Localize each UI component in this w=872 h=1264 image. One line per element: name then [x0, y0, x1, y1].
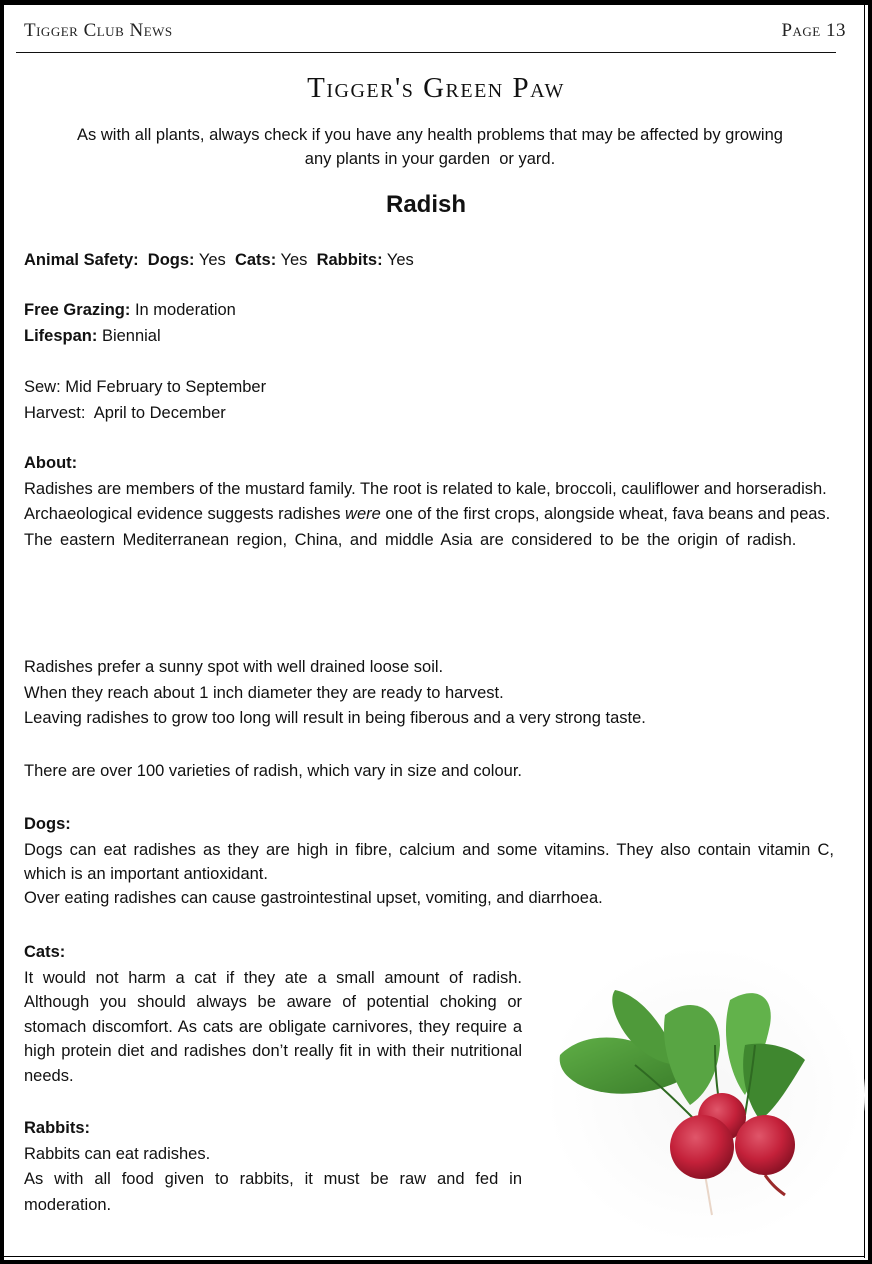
cats-section — [24, 940, 522, 1088]
section-title: Tigger's Green Paw — [307, 72, 565, 104]
lifespan-line — [24, 324, 834, 350]
growing-note-1: Radishes prefer a sunny spot with well drained loose soil. — [24, 658, 444, 676]
free-grazing-value: In moderation — [134, 301, 236, 319]
cats-heading: Cats: — [24, 943, 66, 961]
growing-notes — [24, 655, 834, 732]
free-grazing-label: Free Grazing: — [24, 301, 131, 319]
grazing-lifespan-block — [24, 298, 834, 349]
cats-safety-value: Yes — [280, 251, 308, 269]
animal-safety-line — [24, 248, 834, 274]
harvest-line: Harvest: April to December — [24, 403, 226, 422]
page-border-bottom-inner — [4, 1256, 865, 1257]
dogs-safety-value: Yes — [198, 251, 226, 269]
rabbits-safety-label: Rabbits: — [316, 251, 383, 269]
dogs-paragraph-1: Dogs can eat radishes as they are high in fibre, calcium and some vitamins. They also contain vitamin C, which is an important antioxidant. — [24, 840, 834, 883]
about-p2-text: Archaeological evidence suggests radishes — [24, 505, 346, 523]
radish-bulb-right — [735, 1115, 795, 1175]
radish-bulb-front — [670, 1115, 734, 1179]
header-divider — [16, 52, 836, 53]
intro-disclaimer — [30, 123, 830, 171]
about-paragraph-3: The eastern Mediterranean region, China, and middle Asia are considered to be the origin of radish. — [24, 530, 797, 549]
growing-note-3: Leaving radishes to grow too long will result in being fiberous and a very strong taste. — [24, 709, 646, 727]
sew-line: Sew: Mid February to September — [24, 378, 267, 396]
growing-note-2: When they reach about 1 inch diameter they are ready to harvest. — [24, 683, 504, 702]
page-border-top — [0, 0, 872, 5]
about-p2-emphasis: were — [345, 505, 381, 523]
animal-safety-label: Animal Safety: — [24, 251, 139, 269]
dogs-safety-label: Dogs: — [147, 251, 195, 269]
rabbits-heading: Rabbits: — [24, 1119, 90, 1137]
varieties-text: There are over 100 varieties of radish, which vary in size and colour. — [24, 762, 522, 780]
rabbits-paragraph-2: As with all food given to rabbits, it must be raw and fed in moderation. — [24, 1170, 522, 1214]
page-border-bottom — [0, 1260, 872, 1264]
cats-paragraph: It would not harm a cat if they ate a small amount of radish. Although you should always be aware of potential choking or stomach discomfort. As cats are obligate carnivores, they require a high protein diet and radishes don’t really fit in with their nutritional needs. — [24, 968, 522, 1085]
lifespan-value: Biennial — [101, 326, 161, 345]
photo-background — [545, 945, 865, 1245]
lifespan-label: Lifespan: — [24, 326, 98, 345]
about-section — [24, 451, 834, 553]
varieties-note — [24, 759, 834, 785]
season-block — [24, 375, 834, 426]
running-header — [24, 20, 846, 44]
radish-photo — [540, 935, 870, 1255]
about-p2-text-end: one of the first crops, alongside wheat, fava beans and peas. — [380, 505, 831, 523]
page-border-left — [0, 0, 4, 1264]
dogs-paragraph-2: Over eating radishes can cause gastrointestinal upset, vomiting, and diarrhoea. — [24, 888, 603, 907]
intro-line-2: any plants in your garden or yard. — [304, 150, 556, 168]
about-paragraph-2 — [24, 502, 834, 528]
cats-safety-label: Cats: — [234, 251, 277, 269]
page-number: Page 13 — [781, 20, 846, 41]
rabbits-section — [24, 1116, 522, 1218]
about-heading: About: — [24, 454, 78, 472]
dogs-heading: Dogs: — [24, 815, 71, 833]
intro-line-1: As with all plants, always check if you have any health problems that may be affected by growing — [77, 126, 783, 144]
plant-name: Radish — [385, 191, 466, 218]
rabbits-paragraph-1: Rabbits can eat radishes. — [24, 1144, 211, 1163]
rabbits-safety-value: Yes — [386, 251, 414, 269]
about-paragraph-1: Radishes are members of the mustard family. The root is related to kale, broccoli, cauliflower and horseradish. — [24, 479, 827, 498]
free-grazing-line — [24, 298, 834, 324]
publication-name: Tigger Club News — [24, 20, 173, 41]
dogs-section — [24, 812, 834, 911]
